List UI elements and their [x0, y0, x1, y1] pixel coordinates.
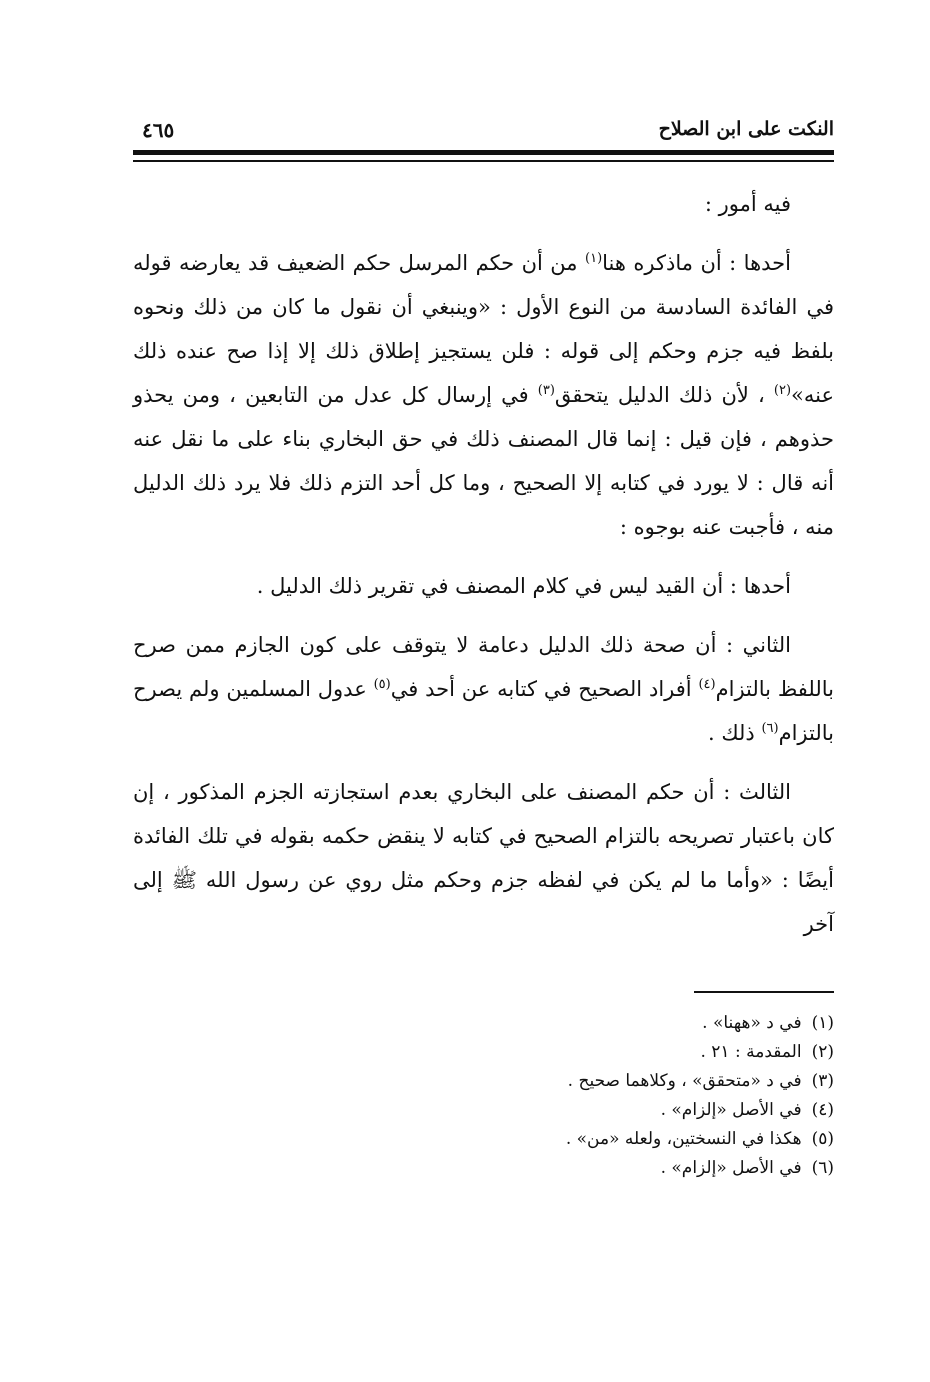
header-rule-thin	[133, 160, 834, 162]
paragraph-first-point	[133, 241, 834, 549]
footnote-ref-5[interactable]: (٥)	[373, 677, 391, 692]
text-run: الثاني : أن صحة ذلك الدليل دعامة لا يتوقف على كون الجازم ممن صرح باللفظ بالتزام	[133, 633, 835, 701]
footnote-number: (١)	[811, 1013, 834, 1033]
footnote-number: (٤)	[811, 1100, 834, 1120]
footnote-separator	[694, 991, 834, 993]
footnote-1	[334, 1009, 834, 1038]
footnote-3	[334, 1067, 834, 1096]
footnote-6	[334, 1154, 834, 1183]
footnote-number: (٣)	[811, 1071, 834, 1091]
text-run: عدول المسلمين ولم يصرح بالتزام	[133, 677, 834, 745]
footnote-ref-2[interactable]: (٢)	[773, 383, 792, 398]
footnote-number: (٥)	[811, 1129, 834, 1149]
footnote-text: في د «ههنا» .	[702, 1013, 802, 1033]
footnote-text: في د «متحقق» ، وكلاهما صحيح .	[567, 1071, 802, 1091]
paragraph-answer-three: الثالث : أن حكم المصنف على البخاري بعدم استجازته الجزم المذكور ، إن كان باعتبار تصريحه بالتزام الصحيح في كتابه لا ينقض حكمه بقوله في تلك الفائدة أيضًا : «وأما ما لم يكن في لفظه جزم وحكم مثل روي عن رسول الله ﷺ إلى آخر	[133, 780, 834, 936]
footnote-5	[334, 1125, 834, 1154]
page-number: ٤٦٥	[142, 118, 175, 142]
text-run: في إرسال كل عدل من التابعين ، ومن يحذو حذوهم ، فإن قيل : إنما قال المصنف ذلك في حق البخاري بناء على ما نقل عنه أنه قال : لا يورد في كتابه إلا الصحيح ، وما كل أحد التزم ذلك فلا يرد ذلك الدليل منه ، فأجبت عنه بوجوه :	[133, 383, 834, 539]
text-run: أفراد الصحيح في كتابه عن أحد في	[390, 677, 699, 701]
footnotes	[334, 1009, 834, 1183]
footnote-2	[334, 1038, 834, 1067]
text-run: من أن حكم المرسل حكم الضعيف قد يعارضه قوله في الفائدة السادسة من النوع الأول : «وينبغي أن نقول ما كان من ذلك ونحوه بلفظ فيه جزم وحكم إلى قوله : فلن يستجيز إطلاق ذلك إلا إذا صح عنده ذلك عنه»	[133, 251, 834, 407]
footnote-text: في الأصل «إلزام» .	[660, 1100, 802, 1120]
footnote-ref-1[interactable]: (١)	[585, 251, 603, 266]
footnote-number: (٦)	[811, 1158, 834, 1178]
footnote-text: المقدمة : ٢١ .	[700, 1042, 802, 1062]
footnote-ref-4[interactable]: (٤)	[698, 677, 716, 692]
text-run: ذلك .	[707, 721, 762, 745]
text-run: ، لأن ذلك الدليل يتحقق	[554, 383, 774, 407]
text-run: أحدها : أن ماذكره هنا	[602, 251, 791, 275]
footnote-number: (٢)	[811, 1042, 834, 1062]
footnote-4	[334, 1096, 834, 1125]
footnote-text: في الأصل «إلزام» .	[660, 1158, 802, 1178]
header-rule-thick	[133, 150, 834, 155]
running-header-title: النكت على ابن الصلاح	[658, 118, 834, 140]
paragraph-intro: فيه أمور :	[704, 192, 791, 216]
paragraph-answer-one: أحدها : أن القيد ليس في كلام المصنف في تقرير ذلك الدليل .	[256, 574, 791, 598]
main-text	[133, 182, 834, 961]
footnote-ref-6[interactable]: (٦)	[761, 721, 779, 736]
footnote-text: هكذا في النسختين، ولعله «من» .	[565, 1129, 802, 1149]
paragraph-answer-two	[133, 623, 834, 755]
footnote-ref-3[interactable]: (٣)	[537, 383, 555, 398]
